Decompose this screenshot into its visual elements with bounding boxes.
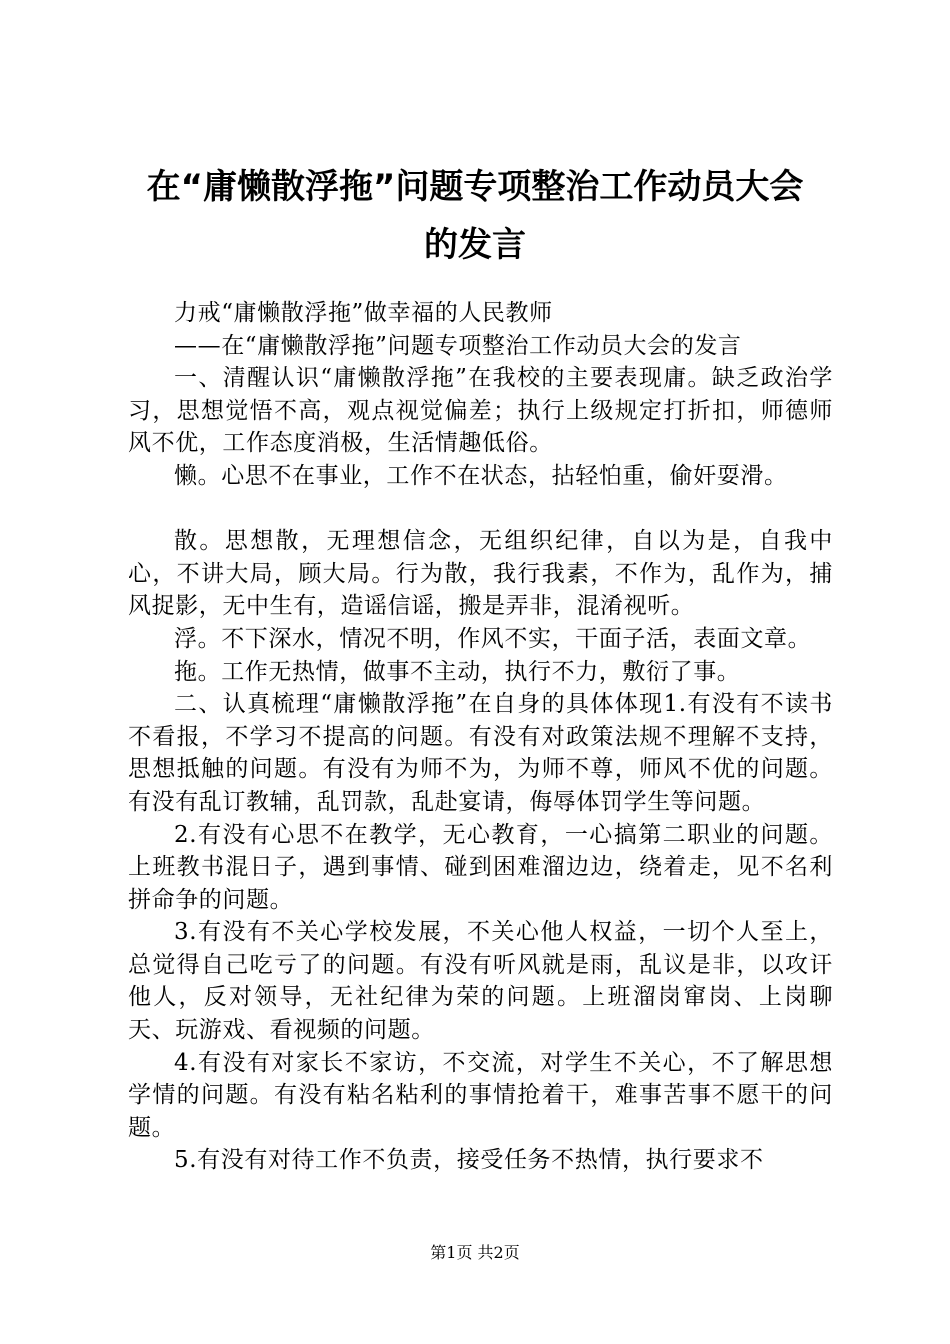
document-title bbox=[100, 158, 850, 274]
paragraph-subtitle: 力戒“庸懒散浮拖”做幸福的人民教师 bbox=[174, 300, 553, 326]
paragraph: 拖。工作无热情，做事不主动，执行不力，敷衍了事。 bbox=[174, 658, 741, 685]
paragraph: 2.有没有心思不在教学，无心教育，一心搞第二职业的问题。上班教书混日子，遇到事情、碰到困难溜边边，绕着走，见不名利拼命争的问题。 bbox=[128, 821, 833, 913]
paragraph: 4.有没有对家长不家访，不交流，对学生不关心，不了解思想学情的问题。有没有粘名粘利的事情抢着干，难事苦事不愿干的问题。 bbox=[128, 1049, 833, 1141]
paragraph: 一、清醒认识“庸懒散浮拖”在我校的主要表现庸。缺乏政治学习，思想觉悟不高，观点视觉偏差；执行上级规定打折扣，师德师风不优，工作态度消极，生活情趣低俗。 bbox=[128, 365, 833, 457]
paragraph: 浮。不下深水，情况不明，作风不实，干面子活，表面文章。 bbox=[174, 625, 812, 652]
title-line-1: 在“庸懒散浮拖”问题专项整治工作动员大会 bbox=[146, 167, 804, 207]
paragraph: 散。思想散，无理想信念，无组织纪律，自以为是，自我中心，不讲大局，顾大局。行为散，我行我素，不作为，乱作为，捕风捉影，无中生有，造谣信谣，搬是弄非，混淆视听。 bbox=[128, 528, 833, 620]
title-line-2: 的发言 bbox=[424, 225, 526, 265]
paragraph: 3.有没有不关心学校发展，不关心他人权益，一切个人至上，总觉得自己吃亏了的问题。有没有听风就是雨，乱议是非，以攻讦他人，反对领导，无社纪律为荣的问题。上班溜岗窜岗、上岗聊天、玩游戏、看视频的问题。 bbox=[128, 919, 833, 1044]
paragraph: 5.有没有对待工作不负责，接受任务不热情，执行要求不 bbox=[174, 1147, 764, 1174]
document-body bbox=[128, 297, 833, 1177]
page-number-footer: 第1页 共2页 bbox=[430, 1243, 520, 1262]
paragraph-subheading: ——在“庸懒散浮拖”问题专项整治工作动员大会的发言 bbox=[174, 332, 742, 359]
paragraph: 二、认真梳理“庸懒散浮拖”在自身的具体体现1.有没有不读书不看报，不学习不提高的问题。有没有对政策法规不理解不支持，思想抵触的问题。有没有为师不为，为师不尊，师风不优的问题。有没有乱订教辅，乱罚款，乱赴宴请，侮辱体罚学生等问题。 bbox=[128, 691, 833, 815]
paragraph: 懒。心思不在事业，工作不在状态，拈轻怕重，偷奸耍滑。 bbox=[174, 462, 788, 489]
